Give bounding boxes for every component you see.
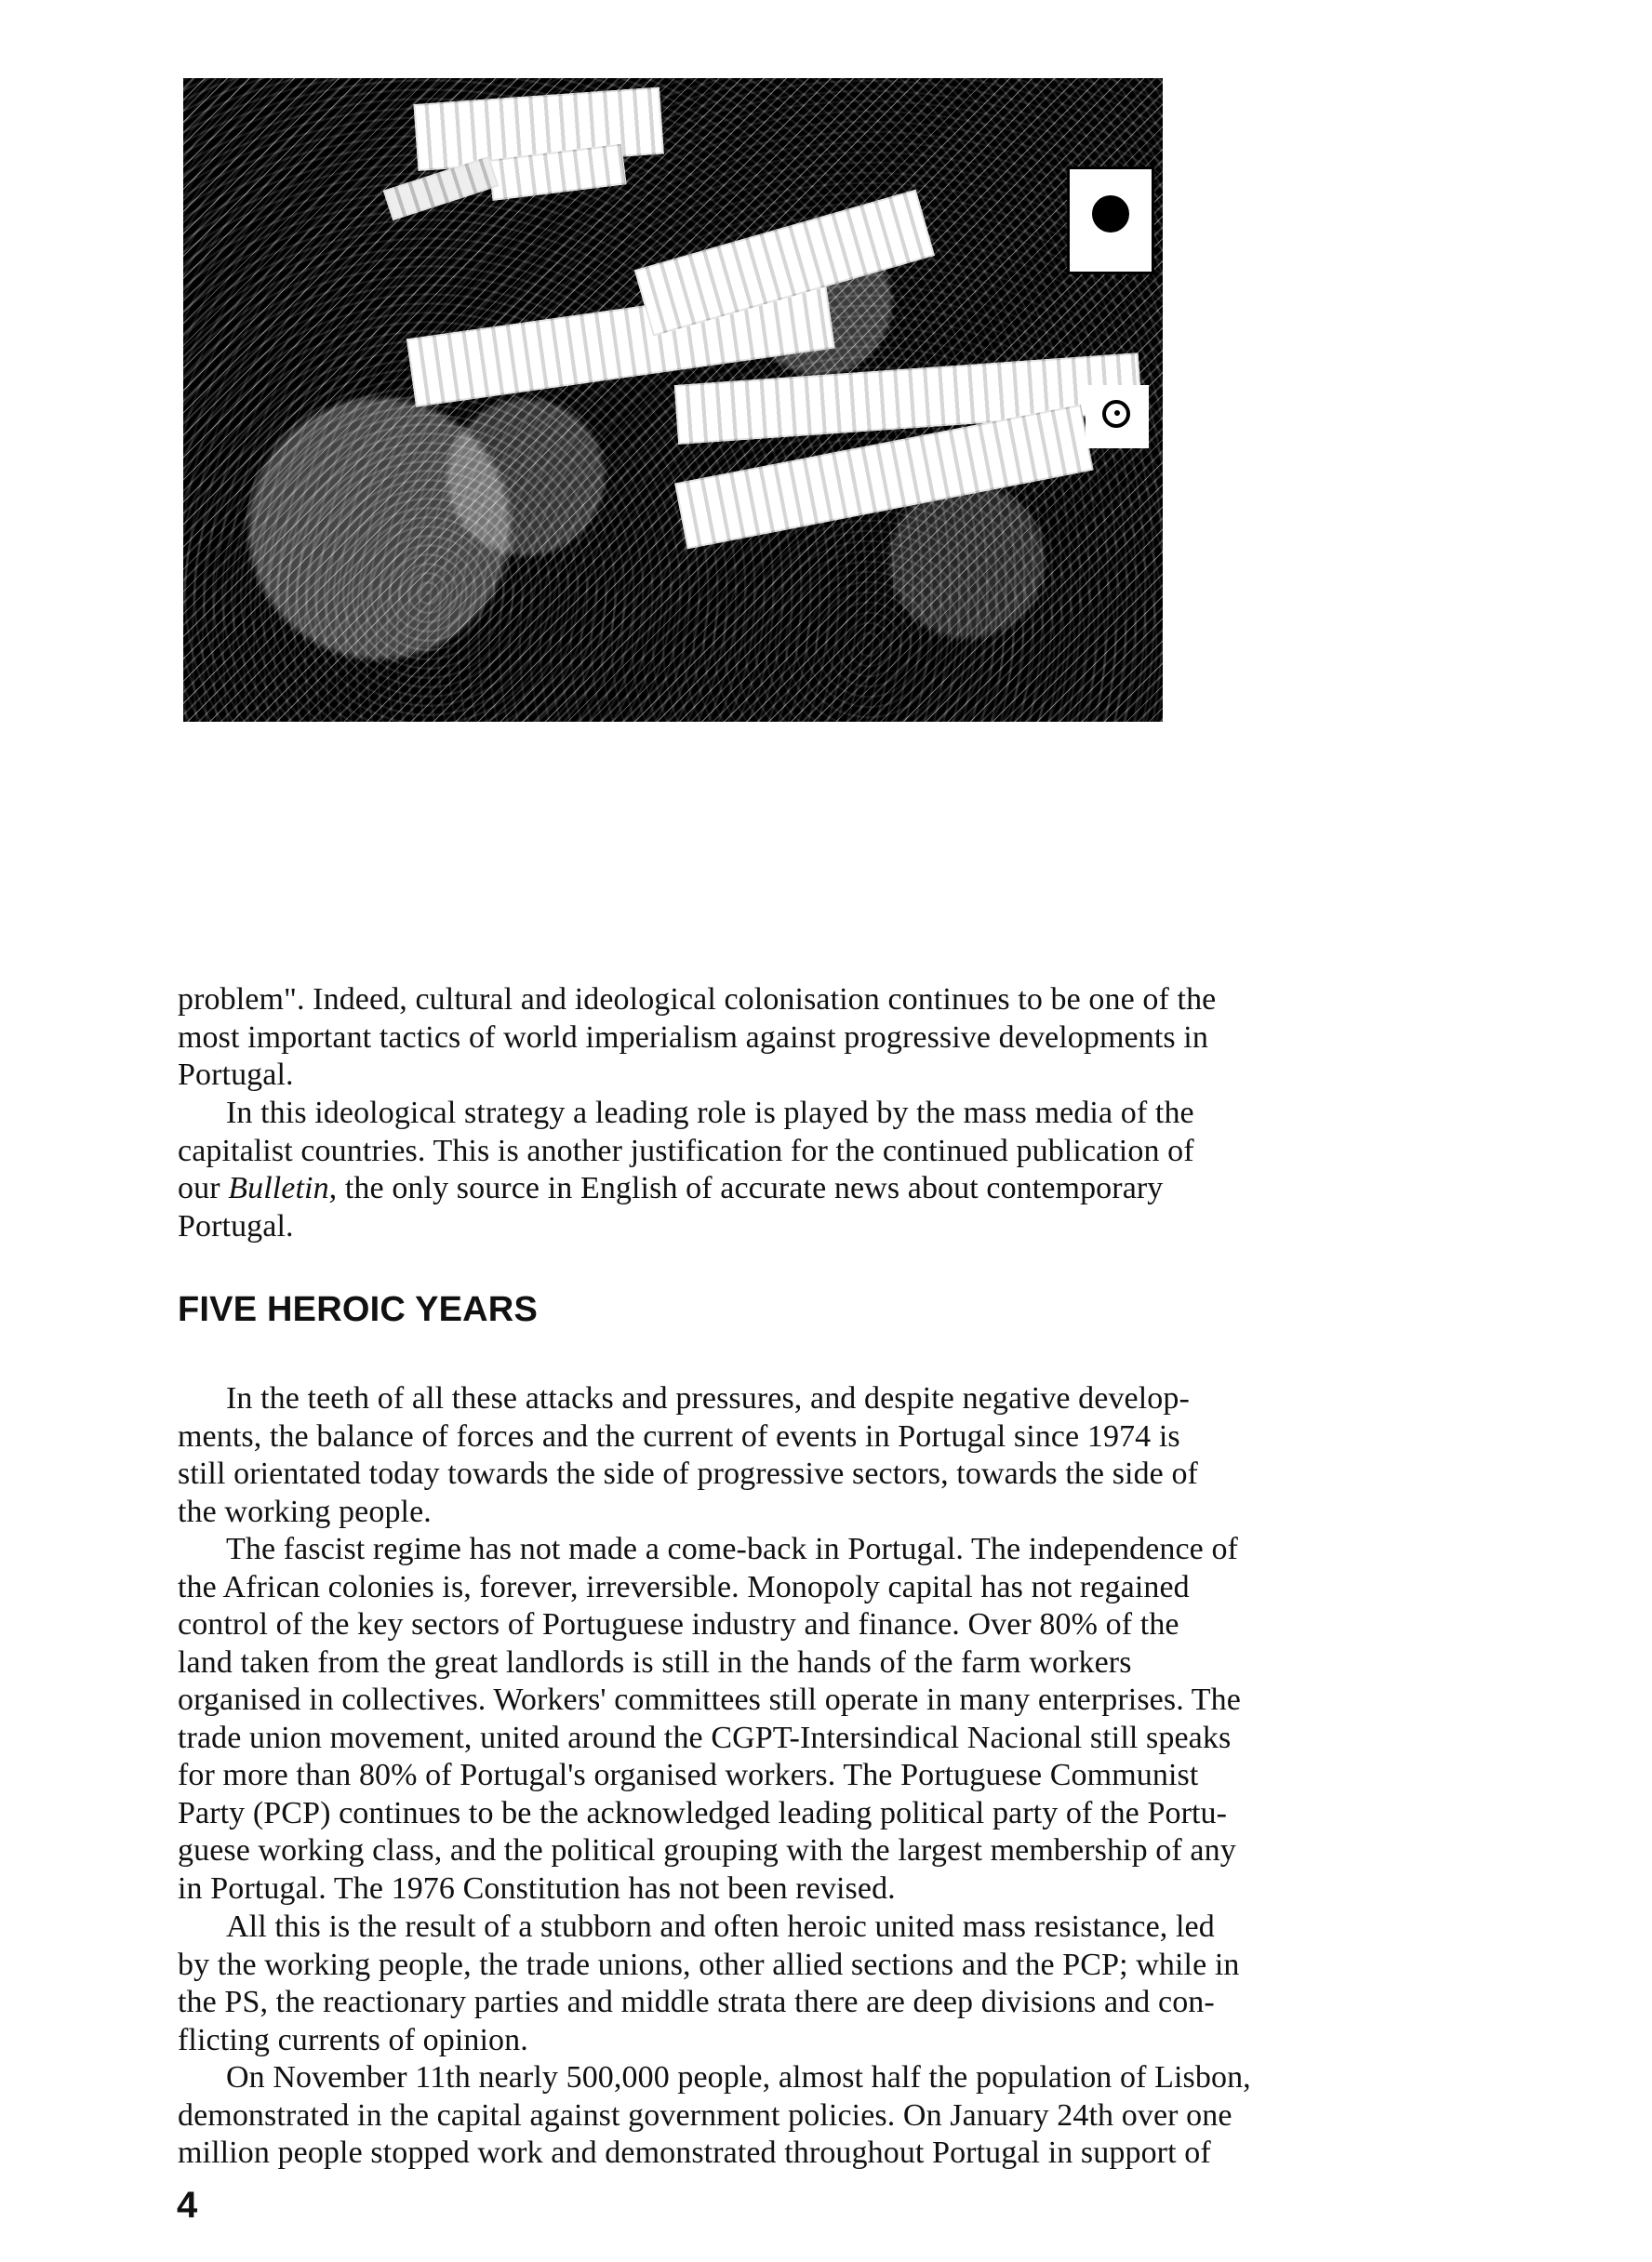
paragraph-line: On November 11th nearly 500,000 people, almost half the population of Lisbon,	[226, 2060, 1251, 2095]
paragraph-line: Portugal.	[178, 1208, 294, 1244]
paragraph-line: the African colonies is, forever, irreversible. Monopoly capital has not regained	[178, 1569, 1190, 1604]
paragraph-line-with-italic	[178, 1170, 1466, 1208]
paragraph-line: Portugal.	[178, 1058, 294, 1092]
paragraph-line: capitalist countries. This is another justification for the continued publication of	[178, 1133, 1194, 1168]
line-prefix: our	[178, 1171, 229, 1205]
paragraph-line: In this ideological strategy a leading role is played by the mass media of the	[226, 1096, 1194, 1130]
protest-photo	[183, 78, 1163, 722]
second-paragraph	[178, 1095, 1466, 1245]
paragraph-line: guese working class, and the political grouping with the largest membership of any	[178, 1833, 1236, 1868]
paragraph-line: the working people.	[178, 1494, 432, 1529]
flag-icon	[1067, 166, 1154, 274]
paragraph-line: problem". Indeed, cultural and ideological colonisation continues to be one of the	[178, 982, 1217, 1017]
body-paragraph-2	[178, 1531, 1466, 1908]
paragraph-line: land taken from the great landlords is still in the hands of the farm workers	[178, 1644, 1132, 1680]
paragraph-line: in Portugal. The 1976 Constitution has not been revised.	[178, 1870, 896, 1906]
paragraph-line: by the working people, the trade unions, other allied sections and the PCP; while in	[178, 1947, 1240, 1982]
paragraph-line: The fascist regime has not made a come-back in Portugal. The independence of	[226, 1532, 1238, 1566]
paragraph-line: the PS, the reactionary parties and middle strata there are deep divisions and con-	[178, 1985, 1215, 2019]
body-paragraph-4	[178, 2059, 1466, 2173]
bulletin-title: Bulletin,	[228, 1171, 338, 1205]
paragraph-line: demonstrated in the capital against government policies. On January 24th over one	[178, 2097, 1232, 2133]
body-paragraph-1	[178, 1380, 1466, 1531]
paragraph-line: ments, the balance of forces and the current of events in Portugal since 1974 is	[178, 1418, 1180, 1454]
paragraph-line: most important tactics of world imperialism against progressive developments in	[178, 1019, 1208, 1055]
paragraph-line: All this is the result of a stubborn and often heroic united mass resistance, led	[226, 1909, 1215, 1944]
emblem-icon	[1086, 385, 1149, 448]
paragraph-line: million people stopped work and demonstrated throughout Portugal in support of	[178, 2136, 1211, 2170]
paragraph-line: flicting currents of opinion.	[178, 2022, 528, 2057]
paragraph-line: for more than 80% of Portugal's organised workers. The Portuguese Communist	[178, 1758, 1199, 1792]
paragraph-line: trade union movement, united around the CGPT-Intersindical Nacional still speaks	[178, 1720, 1232, 1755]
paragraph-line: still orientated today towards the side of progressive sectors, towards the side of	[178, 1457, 1198, 1491]
paragraph-line: In the teeth of all these attacks and pressures, and despite negative develop-	[226, 1381, 1190, 1416]
section-heading: FIVE HEROIC YEARS	[178, 1290, 538, 1329]
body-paragraph-3	[178, 1909, 1466, 2059]
paragraph-line: Party (PCP) continues to be the acknowledged leading political party of the Portu-	[178, 1795, 1228, 1830]
page-number: 4	[177, 2185, 198, 2226]
opening-paragraph	[178, 981, 1466, 1095]
paragraph-line: control of the key sectors of Portuguese industry and finance. Over 80% of the	[178, 1607, 1179, 1642]
line-suffix: the only source in English of accurate news about contemporary	[337, 1171, 1164, 1205]
paragraph-line: organised in collectives. Workers' committees still operate in many enterprises. The	[178, 1683, 1241, 1717]
